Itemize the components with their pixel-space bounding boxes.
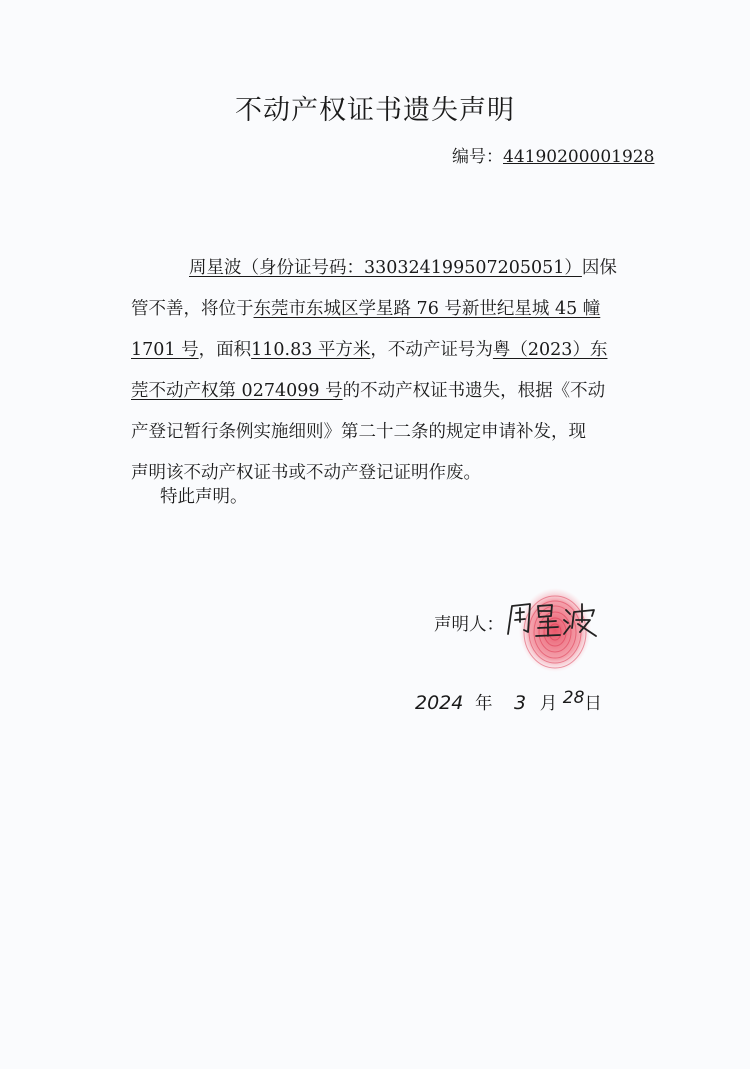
owner-id-text: 周星波（身份证号码：330324199507205051） bbox=[189, 258, 582, 278]
document-title: 不动产权证书遗失声明 bbox=[235, 95, 515, 126]
text-segment: 因保 bbox=[581, 258, 617, 278]
declarant-label: 声明人： bbox=[434, 614, 504, 635]
declarant-line bbox=[434, 602, 599, 644]
date-day: 28 bbox=[562, 688, 585, 708]
date-month-unit: 月 bbox=[539, 694, 558, 714]
statement-line bbox=[131, 330, 651, 371]
date-year-unit: 年 bbox=[474, 694, 493, 714]
signing-date bbox=[415, 690, 602, 715]
text-segment: 的不动产权证书遗失，根据《不动 bbox=[342, 381, 606, 401]
unit-number: 1701 号 bbox=[131, 340, 199, 360]
statement-line bbox=[131, 371, 651, 412]
statement-line: 产登记暂行条例实施细则》第二十二条的规定申请补发，现 bbox=[131, 422, 586, 442]
statement-line bbox=[131, 289, 651, 330]
document-number bbox=[452, 142, 654, 167]
certificate-number-part1: 粤（2023）东 bbox=[492, 340, 608, 360]
property-area: 110.83 平方米 bbox=[251, 340, 371, 360]
text-segment: 管不善，将位于 bbox=[131, 299, 254, 319]
number-label: 编号： bbox=[452, 147, 503, 167]
statement-line bbox=[131, 248, 651, 289]
date-day-unit: 日 bbox=[584, 694, 602, 714]
certificate-number-part2: 莞不动产权第 0274099 号 bbox=[131, 381, 343, 401]
handwritten-signature bbox=[504, 598, 599, 640]
number-value: 44190200001928 bbox=[503, 147, 655, 167]
property-address: 东莞市东城区学星路 76 号新世纪星城 45 幢 bbox=[253, 299, 601, 319]
text-segment: ，不动产证号为 bbox=[370, 340, 493, 360]
date-month: 3 bbox=[514, 692, 527, 714]
statement-paragraph bbox=[131, 248, 651, 494]
closing-statement: 特此声明。 bbox=[160, 487, 248, 507]
text-segment: ，面积 bbox=[198, 340, 252, 360]
statement-line: 声明该不动产权证书或不动产登记证明作废。 bbox=[131, 463, 481, 483]
date-year: 2024 bbox=[415, 692, 464, 714]
